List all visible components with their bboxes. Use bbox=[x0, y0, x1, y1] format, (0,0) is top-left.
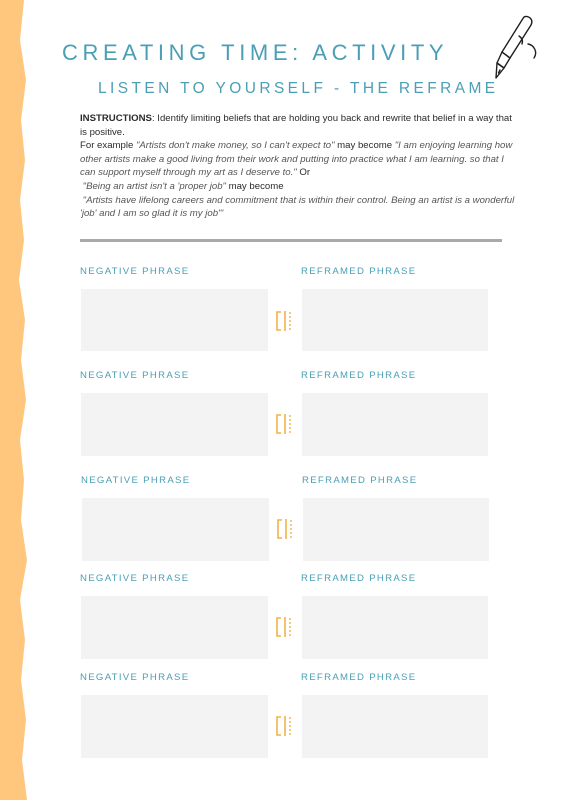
reframed-phrase-box[interactable] bbox=[302, 393, 488, 456]
reframed-phrase-label: REFRAMED PHRASE bbox=[301, 370, 417, 381]
negative-phrase-box[interactable] bbox=[82, 498, 269, 561]
reframed-phrase-label: REFRAMED PHRASE bbox=[301, 672, 417, 683]
or-text: Or bbox=[296, 167, 311, 179]
example2-negative: "Being an artist isn't a 'proper job" bbox=[82, 180, 226, 192]
reframed-phrase-label: REFRAMED PHRASE bbox=[302, 475, 418, 486]
negative-phrase-label: NEGATIVE PHRASE bbox=[80, 370, 190, 381]
page-title: CREATING TIME: ACTIVITY bbox=[62, 40, 449, 65]
negative-phrase-box[interactable] bbox=[81, 695, 268, 758]
instructions-block bbox=[80, 112, 520, 221]
negative-phrase-box[interactable] bbox=[81, 596, 268, 659]
reframe-arrow-icon bbox=[276, 414, 294, 434]
example1-negative: "Artists don't make money, so I can't expect to" bbox=[135, 140, 335, 152]
reframe-arrow-icon bbox=[276, 716, 294, 736]
reframed-phrase-box[interactable] bbox=[302, 289, 488, 351]
reframe-arrow-icon bbox=[276, 311, 294, 331]
reframed-phrase-box[interactable] bbox=[303, 498, 489, 561]
example2-reframe: "Artists have lifelong careers and commitment that is within their control. Being an artist is a wonderful 'job' and I am so glad it is my job"' bbox=[80, 194, 515, 220]
divider-line bbox=[80, 239, 502, 242]
torn-paper-edge bbox=[0, 0, 34, 800]
reframed-phrase-box[interactable] bbox=[302, 695, 488, 758]
page-subtitle: LISTEN TO YOURSELF - THE REFRAME bbox=[98, 80, 499, 97]
may-become-2: may become bbox=[225, 180, 284, 192]
instructions-lead: INSTRUCTIONS bbox=[80, 113, 152, 124]
reframed-phrase-box[interactable] bbox=[302, 596, 488, 659]
negative-phrase-label: NEGATIVE PHRASE bbox=[81, 475, 191, 486]
negative-phrase-box[interactable] bbox=[81, 289, 268, 351]
fountain-pen-icon bbox=[488, 14, 538, 82]
reframed-phrase-label: REFRAMED PHRASE bbox=[301, 266, 417, 277]
reframed-phrase-label: REFRAMED PHRASE bbox=[301, 573, 417, 584]
reframe-arrow-icon bbox=[276, 617, 294, 637]
reframe-arrow-icon bbox=[277, 519, 295, 539]
negative-phrase-label: NEGATIVE PHRASE bbox=[80, 573, 190, 584]
example1-reframe: "I am enjoying learning how other artists make a good living from their work and putting into practice what I am learning. so that I can support myself through my art as I deserve to." bbox=[80, 140, 513, 179]
instructions-body: : Identify limiting beliefs that are holding you back and rewrite that belief in a way that is positive. bbox=[80, 113, 512, 138]
negative-phrase-label: NEGATIVE PHRASE bbox=[80, 266, 190, 277]
negative-phrase-box[interactable] bbox=[81, 393, 268, 456]
example-intro: For example bbox=[80, 140, 136, 152]
may-become-1: may become bbox=[334, 140, 395, 152]
negative-phrase-label: NEGATIVE PHRASE bbox=[80, 672, 190, 683]
